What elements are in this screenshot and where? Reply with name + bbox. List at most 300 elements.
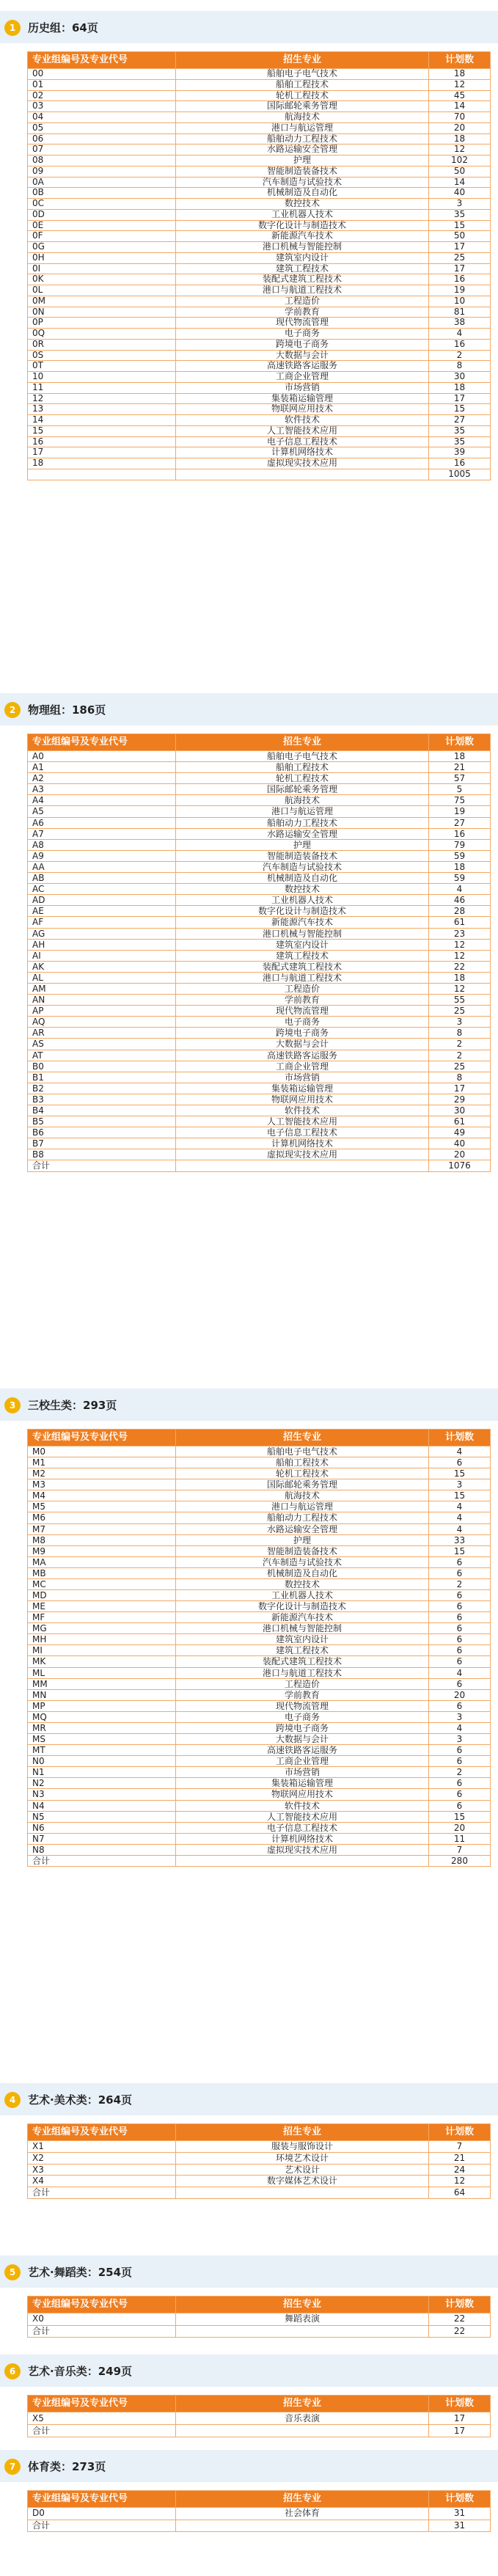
major-cell: 物联网应用技术	[176, 1094, 429, 1105]
section-header	[0, 2255, 498, 2288]
table-row	[28, 1656, 491, 1667]
table-header-row	[28, 2297, 491, 2313]
table-row	[28, 1083, 491, 1094]
plan-count-cell: 20	[429, 1149, 491, 1160]
major-cell: 智能制造装备技术	[176, 850, 429, 861]
group-code-cell: 合计	[28, 1160, 176, 1171]
plan-count-cell: 31	[429, 2508, 491, 2520]
plan-count-cell: 6	[429, 1778, 491, 1789]
major-cell: 船舶工程技术	[176, 79, 429, 90]
major-cell: 服装与服饰设计	[176, 2141, 429, 2153]
group-code-cell: 0S	[28, 350, 176, 361]
plan-count-cell: 6	[429, 1556, 491, 1567]
group-code-cell: N2	[28, 1778, 176, 1789]
table-row	[28, 906, 491, 917]
section-number-badge: 6	[4, 2363, 21, 2379]
group-code-cell: 0A	[28, 177, 176, 188]
plan-count-cell: 22	[429, 2313, 491, 2326]
group-code-cell: MR	[28, 1722, 176, 1733]
section-title: 艺术·音乐类：249页	[28, 2365, 133, 2378]
enrollment-table	[27, 2296, 491, 2338]
group-code-cell: 18	[28, 458, 176, 469]
plan-count-cell: 4	[429, 884, 491, 895]
table-row	[28, 1072, 491, 1083]
group-code-cell: A3	[28, 784, 176, 795]
plan-count-cell: 45	[429, 90, 491, 101]
header-group-code: 专业组编号及专业代号	[28, 1430, 176, 1446]
table-row	[28, 404, 491, 415]
plan-count-cell: 19	[429, 806, 491, 817]
group-code-cell: 合计	[28, 2325, 176, 2338]
plan-count-cell: 18	[429, 751, 491, 762]
group-code-cell: M8	[28, 1534, 176, 1545]
group-code-cell: X2	[28, 2152, 176, 2164]
major-cell	[176, 469, 429, 480]
table-row	[28, 155, 491, 167]
table-row	[28, 1138, 491, 1149]
major-cell: 现代物流管理	[176, 1700, 429, 1711]
plan-count-cell: 38	[429, 318, 491, 329]
plan-count-cell: 24	[429, 2164, 491, 2176]
major-cell: 智能制造装备技术	[176, 166, 429, 177]
section-title: 艺术·舞蹈类：254页	[28, 2266, 133, 2279]
table-row	[28, 188, 491, 199]
group-code-cell: ML	[28, 1667, 176, 1678]
major-cell: 人工智能技术应用	[176, 1116, 429, 1127]
table-row	[28, 285, 491, 296]
major-cell: 船舶电子电气技术	[176, 69, 429, 80]
group-code-cell: MT	[28, 1745, 176, 1756]
major-cell	[176, 2520, 429, 2532]
group-code-cell: AI	[28, 950, 176, 961]
group-code-cell: AE	[28, 906, 176, 917]
plan-count-cell: 6	[429, 1567, 491, 1578]
plan-count-cell: 20	[429, 1822, 491, 1833]
table-row	[28, 458, 491, 469]
group-code-cell: B7	[28, 1138, 176, 1149]
plan-count-cell: 14	[429, 101, 491, 112]
major-cell: 建筑工程技术	[176, 950, 429, 961]
group-code-cell: AG	[28, 928, 176, 939]
plan-count-cell: 28	[429, 906, 491, 917]
table-row	[28, 372, 491, 383]
table-row	[28, 917, 491, 928]
group-code-cell: B5	[28, 1116, 176, 1127]
plan-count-cell: 12	[429, 939, 491, 950]
plan-count-cell: 10	[429, 296, 491, 307]
enrollment-table	[27, 2395, 491, 2437]
section-header	[0, 11, 498, 43]
table-row	[28, 1567, 491, 1578]
major-cell: 电子信息工程技术	[176, 1822, 429, 1833]
table-row	[28, 1612, 491, 1623]
plan-count-cell: 16	[429, 339, 491, 350]
plan-count-cell: 8	[429, 361, 491, 372]
header-major: 招生专业	[176, 2124, 429, 2141]
group-code-cell: N6	[28, 1822, 176, 1833]
major-cell: 物联网应用技术	[176, 404, 429, 415]
table-row	[28, 133, 491, 144]
table-row	[28, 1512, 491, 1523]
plan-count-cell: 6	[429, 1656, 491, 1667]
plan-count-cell: 25	[429, 1061, 491, 1072]
section-header	[0, 2083, 498, 2115]
section-number-badge: 3	[4, 1397, 21, 1413]
table-row	[28, 928, 491, 939]
group-code-cell: B3	[28, 1094, 176, 1105]
group-code-cell: 02	[28, 90, 176, 101]
group-code-cell: N8	[28, 1844, 176, 1855]
group-code-cell: B0	[28, 1061, 176, 1072]
group-code-cell: 06	[28, 133, 176, 144]
plan-count-cell: 4	[429, 329, 491, 340]
plan-count-cell: 30	[429, 372, 491, 383]
table-row	[28, 972, 491, 983]
plan-count-cell: 11	[429, 1833, 491, 1844]
group-code-cell: M1	[28, 1457, 176, 1468]
major-cell: 装配式建筑工程技术	[176, 1656, 429, 1667]
group-code-cell: AD	[28, 895, 176, 906]
group-code-cell: AA	[28, 861, 176, 872]
major-cell: 船舶动力工程技术	[176, 817, 429, 828]
table-row	[28, 2187, 491, 2199]
table-row	[28, 122, 491, 133]
table-row	[28, 2425, 491, 2437]
table-row	[28, 850, 491, 861]
table-row	[28, 1149, 491, 1160]
major-cell: 高速铁路客运服务	[176, 1745, 429, 1756]
major-cell: 计算机网络技术	[176, 447, 429, 458]
major-cell: 机械制造及自动化	[176, 1567, 429, 1578]
header-plan: 计划数	[429, 1430, 491, 1446]
group-code-cell: 09	[28, 166, 176, 177]
table-row	[28, 1490, 491, 1501]
table-row	[28, 2412, 491, 2425]
table-row	[28, 817, 491, 828]
table-row	[28, 220, 491, 231]
plan-count-cell: 2	[429, 1039, 491, 1050]
plan-count-cell: 25	[429, 252, 491, 263]
major-cell: 跨境电子商务	[176, 339, 429, 350]
plan-count-cell: 280	[429, 1855, 491, 1866]
major-cell: 汽车制造与试验技术	[176, 1556, 429, 1567]
plan-count-cell: 21	[429, 762, 491, 773]
plan-count-cell: 18	[429, 861, 491, 872]
table-row	[28, 1756, 491, 1767]
section-title: 艺术·美术类：264页	[28, 2093, 133, 2107]
table-row	[28, 1855, 491, 1866]
major-cell: 大数据与会计	[176, 350, 429, 361]
table-row	[28, 242, 491, 253]
table-row	[28, 1501, 491, 1512]
plan-count-cell: 16	[429, 828, 491, 839]
table-row	[28, 751, 491, 762]
major-cell: 高速铁路客运服务	[176, 1050, 429, 1061]
major-cell: 工程造价	[176, 296, 429, 307]
group-code-cell: M9	[28, 1545, 176, 1556]
plan-count-cell: 15	[429, 404, 491, 415]
plan-count-cell: 18	[429, 69, 491, 80]
major-cell: 装配式建筑工程技术	[176, 274, 429, 285]
group-code-cell: 14	[28, 415, 176, 426]
table-row	[28, 1523, 491, 1534]
major-cell: 社会体育	[176, 2508, 429, 2520]
table-row	[28, 1545, 491, 1556]
major-cell: 汽车制造与试验技术	[176, 177, 429, 188]
plan-count-cell: 6	[429, 1700, 491, 1711]
group-code-cell: A2	[28, 773, 176, 784]
table-row	[28, 1800, 491, 1811]
section-number-badge: 2	[4, 702, 21, 718]
major-cell: 航海技术	[176, 795, 429, 806]
plan-count-cell: 4	[429, 1501, 491, 1512]
section-header	[0, 2450, 498, 2482]
group-code-cell: MS	[28, 1734, 176, 1745]
table-row	[28, 1745, 491, 1756]
table-row	[28, 961, 491, 972]
plan-count-cell: 2	[429, 1767, 491, 1778]
plan-count-cell: 70	[429, 112, 491, 123]
major-cell: 电子信息工程技术	[176, 436, 429, 447]
major-cell	[176, 2187, 429, 2199]
header-group-code: 专业组编号及专业代号	[28, 2491, 176, 2508]
table-header-row	[28, 734, 491, 751]
group-code-cell: N7	[28, 1833, 176, 1844]
plan-count-cell: 30	[429, 1105, 491, 1116]
major-cell: 新能源汽车技术	[176, 917, 429, 928]
group-code-cell: 12	[28, 393, 176, 404]
plan-count-cell: 6	[429, 1457, 491, 1468]
table-row	[28, 828, 491, 839]
group-code-cell: 0C	[28, 199, 176, 210]
table-row	[28, 436, 491, 447]
major-cell: 船舶电子电气技术	[176, 1446, 429, 1457]
plan-count-cell: 49	[429, 1127, 491, 1138]
table-row	[28, 2520, 491, 2532]
major-cell: 工商企业管理	[176, 1061, 429, 1072]
major-cell: 音乐表演	[176, 2412, 429, 2425]
group-code-cell: AF	[28, 917, 176, 928]
group-code-cell: X3	[28, 2164, 176, 2176]
table-header-row	[28, 1430, 491, 1446]
plan-count-cell: 6	[429, 1645, 491, 1656]
major-cell	[176, 2325, 429, 2338]
group-code-cell: 11	[28, 382, 176, 393]
group-code-cell: 合计	[28, 2425, 176, 2437]
major-cell	[176, 1160, 429, 1171]
major-cell: 虚拟现实技术应用	[176, 458, 429, 469]
table-row	[28, 307, 491, 318]
plan-count-cell: 6	[429, 1623, 491, 1634]
group-code-cell: 07	[28, 144, 176, 155]
major-cell: 市场营销	[176, 382, 429, 393]
group-code-cell: 0T	[28, 361, 176, 372]
group-code-cell: A7	[28, 828, 176, 839]
major-cell: 跨境电子商务	[176, 1028, 429, 1039]
group-code-cell: AQ	[28, 1017, 176, 1028]
group-code-cell: A4	[28, 795, 176, 806]
table-row	[28, 1468, 491, 1479]
plan-count-cell: 55	[429, 995, 491, 1006]
plan-count-cell: 15	[429, 220, 491, 231]
plan-count-cell: 31	[429, 2520, 491, 2532]
group-code-cell: 0F	[28, 231, 176, 242]
header-group-code: 专业组编号及专业代号	[28, 2396, 176, 2412]
major-cell: 护理	[176, 155, 429, 167]
plan-count-cell: 17	[429, 263, 491, 274]
table-row	[28, 1833, 491, 1844]
table-row	[28, 329, 491, 340]
plan-count-cell: 35	[429, 436, 491, 447]
table-row	[28, 1778, 491, 1789]
major-cell: 跨境电子商务	[176, 1722, 429, 1733]
plan-count-cell: 8	[429, 1028, 491, 1039]
major-cell: 数字化设计与制造技术	[176, 906, 429, 917]
table-header-row	[28, 2124, 491, 2141]
plan-count-cell: 2	[429, 350, 491, 361]
major-cell: 数字化设计与制造技术	[176, 1601, 429, 1612]
group-code-cell: 0L	[28, 285, 176, 296]
major-cell: 数控技术	[176, 884, 429, 895]
group-code-cell: N5	[28, 1811, 176, 1822]
major-cell: 大数据与会计	[176, 1734, 429, 1745]
group-code-cell: MF	[28, 1612, 176, 1623]
header-plan: 计划数	[429, 2124, 491, 2141]
plan-count-cell: 15	[429, 1490, 491, 1501]
plan-count-cell: 35	[429, 209, 491, 220]
group-code-cell: N4	[28, 1800, 176, 1811]
major-cell: 港口与航运管理	[176, 122, 429, 133]
group-code-cell: 05	[28, 122, 176, 133]
table-row	[28, 166, 491, 177]
table-row	[28, 1844, 491, 1855]
plan-count-cell: 33	[429, 1534, 491, 1545]
major-cell: 集装箱运输管理	[176, 1083, 429, 1094]
group-code-cell: AK	[28, 961, 176, 972]
plan-count-cell: 19	[429, 285, 491, 296]
plan-count-cell: 12	[429, 950, 491, 961]
table-row	[28, 415, 491, 426]
plan-count-cell: 57	[429, 773, 491, 784]
table-row	[28, 393, 491, 404]
plan-count-cell: 35	[429, 425, 491, 436]
group-code-cell: 0R	[28, 339, 176, 350]
major-cell: 轮机工程技术	[176, 1468, 429, 1479]
table-row	[28, 1116, 491, 1127]
major-cell	[176, 2425, 429, 2437]
plan-count-cell: 17	[429, 1083, 491, 1094]
group-code-cell: MD	[28, 1590, 176, 1601]
table-row	[28, 839, 491, 850]
plan-count-cell: 1005	[429, 469, 491, 480]
major-cell: 机械制造及自动化	[176, 873, 429, 884]
plan-count-cell: 27	[429, 817, 491, 828]
group-code-cell: M6	[28, 1512, 176, 1523]
enrollment-table	[27, 51, 491, 480]
table-row	[28, 469, 491, 480]
plan-count-cell: 2	[429, 1050, 491, 1061]
group-code-cell: MC	[28, 1578, 176, 1589]
plan-count-cell: 6	[429, 1590, 491, 1601]
table-row	[28, 1039, 491, 1050]
major-cell: 高速铁路客运服务	[176, 361, 429, 372]
group-code-cell	[28, 469, 176, 480]
major-cell: 工商企业管理	[176, 1756, 429, 1767]
table-row	[28, 296, 491, 307]
table-row	[28, 90, 491, 101]
plan-count-cell: 12	[429, 2176, 491, 2187]
plan-count-cell: 14	[429, 177, 491, 188]
plan-count-cell: 18	[429, 972, 491, 983]
major-cell: 汽车制造与试验技术	[176, 861, 429, 872]
table-row	[28, 1689, 491, 1700]
table-row	[28, 177, 491, 188]
major-cell: 电子商务	[176, 1711, 429, 1722]
group-code-cell: 16	[28, 436, 176, 447]
plan-count-cell: 4	[429, 1523, 491, 1534]
group-code-cell: AR	[28, 1028, 176, 1039]
major-cell: 船舶工程技术	[176, 762, 429, 773]
group-code-cell: X0	[28, 2313, 176, 2326]
major-cell: 人工智能技术应用	[176, 1811, 429, 1822]
plan-count-cell: 39	[429, 447, 491, 458]
table-row	[28, 861, 491, 872]
section-header	[0, 693, 498, 725]
group-code-cell: 合计	[28, 2187, 176, 2199]
table-row	[28, 447, 491, 458]
group-code-cell: MH	[28, 1634, 176, 1645]
group-code-cell: ME	[28, 1601, 176, 1612]
major-cell: 工程造价	[176, 983, 429, 994]
table-row	[28, 361, 491, 372]
group-code-cell: AT	[28, 1050, 176, 1061]
major-cell: 计算机网络技术	[176, 1833, 429, 1844]
header-major: 招生专业	[176, 52, 429, 69]
table-row	[28, 1822, 491, 1833]
plan-count-cell: 17	[429, 2412, 491, 2425]
major-cell: 新能源汽车技术	[176, 1612, 429, 1623]
plan-count-cell: 12	[429, 79, 491, 90]
table-row	[28, 1534, 491, 1545]
major-cell: 轮机工程技术	[176, 90, 429, 101]
major-cell: 建筑室内设计	[176, 252, 429, 263]
table-row	[28, 895, 491, 906]
header-major: 招生专业	[176, 2491, 429, 2508]
group-code-cell: MM	[28, 1678, 176, 1689]
group-code-cell: AB	[28, 873, 176, 884]
table-row	[28, 1811, 491, 1822]
plan-count-cell: 6	[429, 1745, 491, 1756]
group-code-cell: MA	[28, 1556, 176, 1567]
header-major: 招生专业	[176, 1430, 429, 1446]
table-row	[28, 884, 491, 895]
group-code-cell: X5	[28, 2412, 176, 2425]
plan-count-cell: 6	[429, 1800, 491, 1811]
group-code-cell: 0I	[28, 263, 176, 274]
group-code-cell: N0	[28, 1756, 176, 1767]
group-code-cell: AP	[28, 1006, 176, 1017]
plan-count-cell: 6	[429, 1612, 491, 1623]
major-cell: 港口与航道工程技术	[176, 285, 429, 296]
group-code-cell: AH	[28, 939, 176, 950]
major-cell: 装配式建筑工程技术	[176, 961, 429, 972]
major-cell: 计算机网络技术	[176, 1138, 429, 1149]
group-code-cell: 17	[28, 447, 176, 458]
plan-count-cell: 1076	[429, 1160, 491, 1171]
table-row	[28, 1457, 491, 1468]
plan-count-cell: 12	[429, 983, 491, 994]
group-code-cell: 10	[28, 372, 176, 383]
